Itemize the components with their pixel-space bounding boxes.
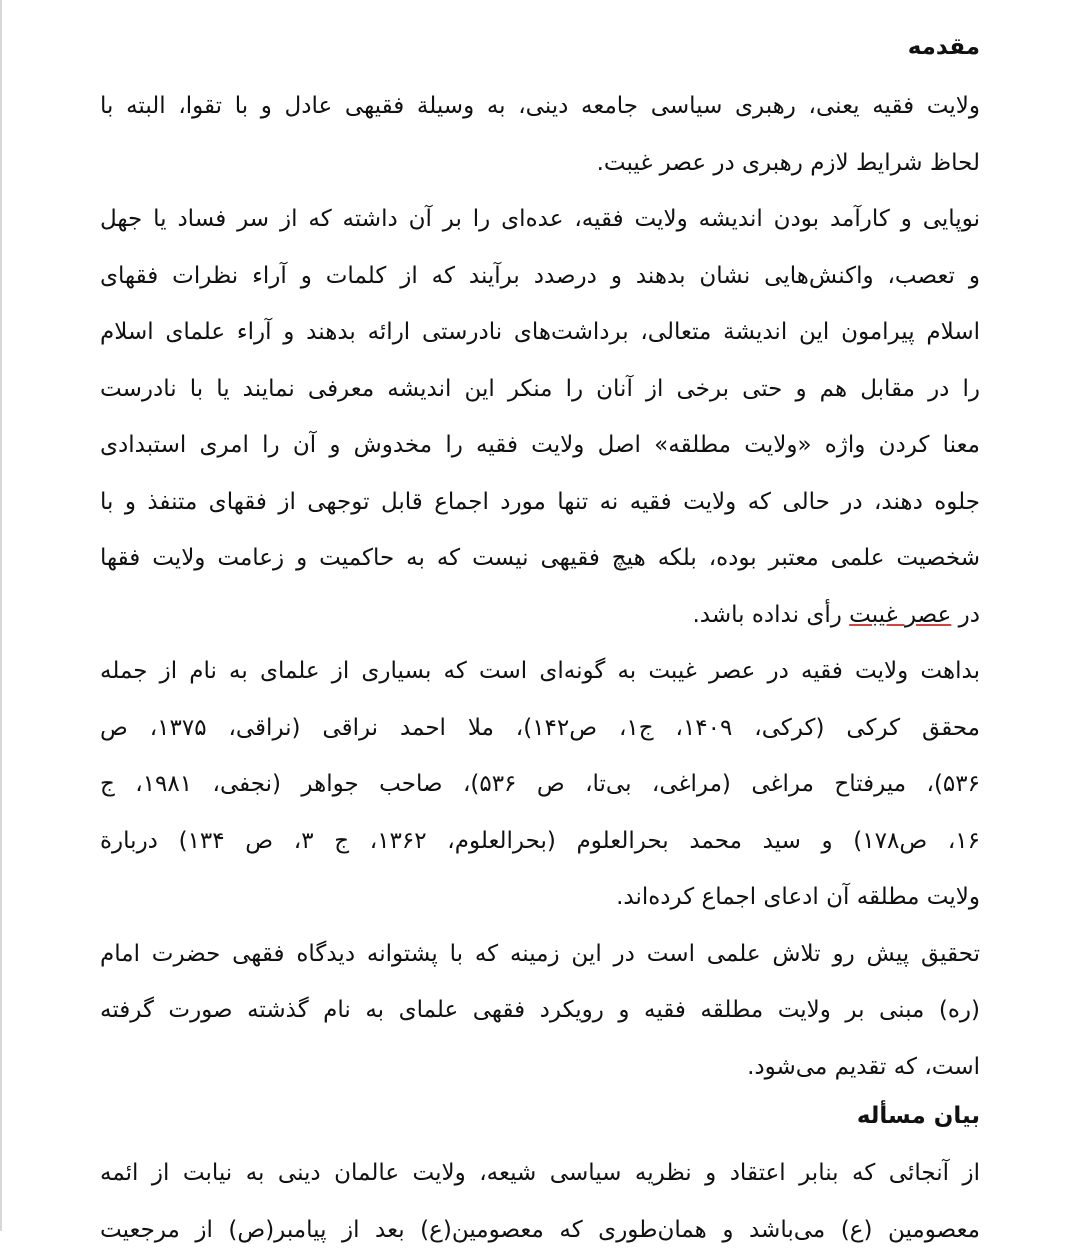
text-line: بداهت ولایت فقیه در عصر غیبت به گونه‌ای است که بسیاری از علمای به نام از جمله xyxy=(100,643,980,700)
section-heading-intro: مقدمه xyxy=(100,32,980,62)
text-line: لحاظ شرایط لازم رهبری در عصر غیبت. xyxy=(100,135,980,192)
spellcheck-underlined-text: عصر غیبت xyxy=(849,602,951,628)
text-line: شخصیت علمی معتبر بوده، بلکه هیچ فقیهی نیست که به حاکمیت و زعامت ولایت فقها xyxy=(100,530,980,587)
paragraph-critics xyxy=(100,191,980,643)
text-line: معصومین (ع) می‌باشد و همان‌طوری که معصومین(ع) بعد از پیامبر(ص) از مرجعیت xyxy=(100,1202,980,1258)
text-line: تحقیق پیش رو تلاش علمی است در این زمینه که با پشتوانه دیدگاه فقهی حضرت امام xyxy=(100,926,980,983)
text-line: است، که تقدیم می‌شود. xyxy=(100,1039,980,1096)
text-line: را در مقابل هم و حتی برخی از آنان را منکر این اندیشه معرفی نمایند یا با نادرست xyxy=(100,361,980,418)
text-line: ۱۶، ص۱۷۸) و سید محمد بحرالعلوم (بحرالعلوم، ۱۳۶۲، ج ۳، ص ۱۳۴) دربارة xyxy=(100,813,980,870)
paragraph-problem xyxy=(100,1145,980,1258)
text-line: محقق کرکی (کرکی، ۱۴۰۹، ج۱، ص۱۴۲)، ملا احمد نراقی (نراقی، ۱۳۷۵، ص xyxy=(100,700,980,757)
paragraph-research-aim xyxy=(100,926,980,1096)
text-line: ولایت مطلقه آن ادعای اجماع کرده‌اند. xyxy=(100,869,980,926)
text-line xyxy=(100,587,980,644)
text-line: اسلام پیرامون این اندیشة متعالی، برداشت‌های نادرستی ارائه بدهند و آراء علمای اسلام xyxy=(100,304,980,361)
page-edge-divider xyxy=(0,0,2,1231)
text-line: ولایت فقیه یعنی، رهبری سیاسی جامعه دینی، به وسیلة فقیهی عادل و با تقوا، البته با xyxy=(100,78,980,135)
text-line: جلوه دهند، در حالی که ولایت فقیه نه تنها مورد اجماع قابل توجهی از فقهای متنفذ و با xyxy=(100,474,980,531)
text-line: معنا کردن واژه «ولایت مطلقه» اصل ولایت فقیه را مخدوش و آن را امری استبدادی xyxy=(100,417,980,474)
text-line: ۵۳۶)، میرفتاح مراغی (مراغی، بی‌تا، ص ۵۳۶)، صاحب جواهر (نجفی، ۱۹۸۱، ج xyxy=(100,756,980,813)
text-line: از آنجائی که بنابر اعتقاد و نظریه سیاسی شیعه، ولایت عالمان دینی به نیابت از ائمه xyxy=(100,1145,980,1202)
text-line: و تعصب، واکنش‌هایی نشان بدهند و درصدد برآیند که از کلمات و آراء نظرات فقهای xyxy=(100,248,980,305)
text-run: رأی نداده باشد. xyxy=(693,602,850,628)
paragraph-consensus xyxy=(100,643,980,926)
paragraph-definition xyxy=(100,78,980,191)
document-page xyxy=(100,0,980,1258)
text-line: نوپایی و کارآمد بودن اندیشه ولایت فقیه، عده‌ای را بر آن داشته که از سر فساد یا جهل xyxy=(100,191,980,248)
section-heading-problem-statement: بیان مسأله xyxy=(100,1101,980,1131)
text-line: (ره) مبنی بر ولایت مطلقه فقیه و رویکرد فقهی علمای به نام گذشته صورت گرفته xyxy=(100,982,980,1039)
text-run: در xyxy=(951,602,980,628)
